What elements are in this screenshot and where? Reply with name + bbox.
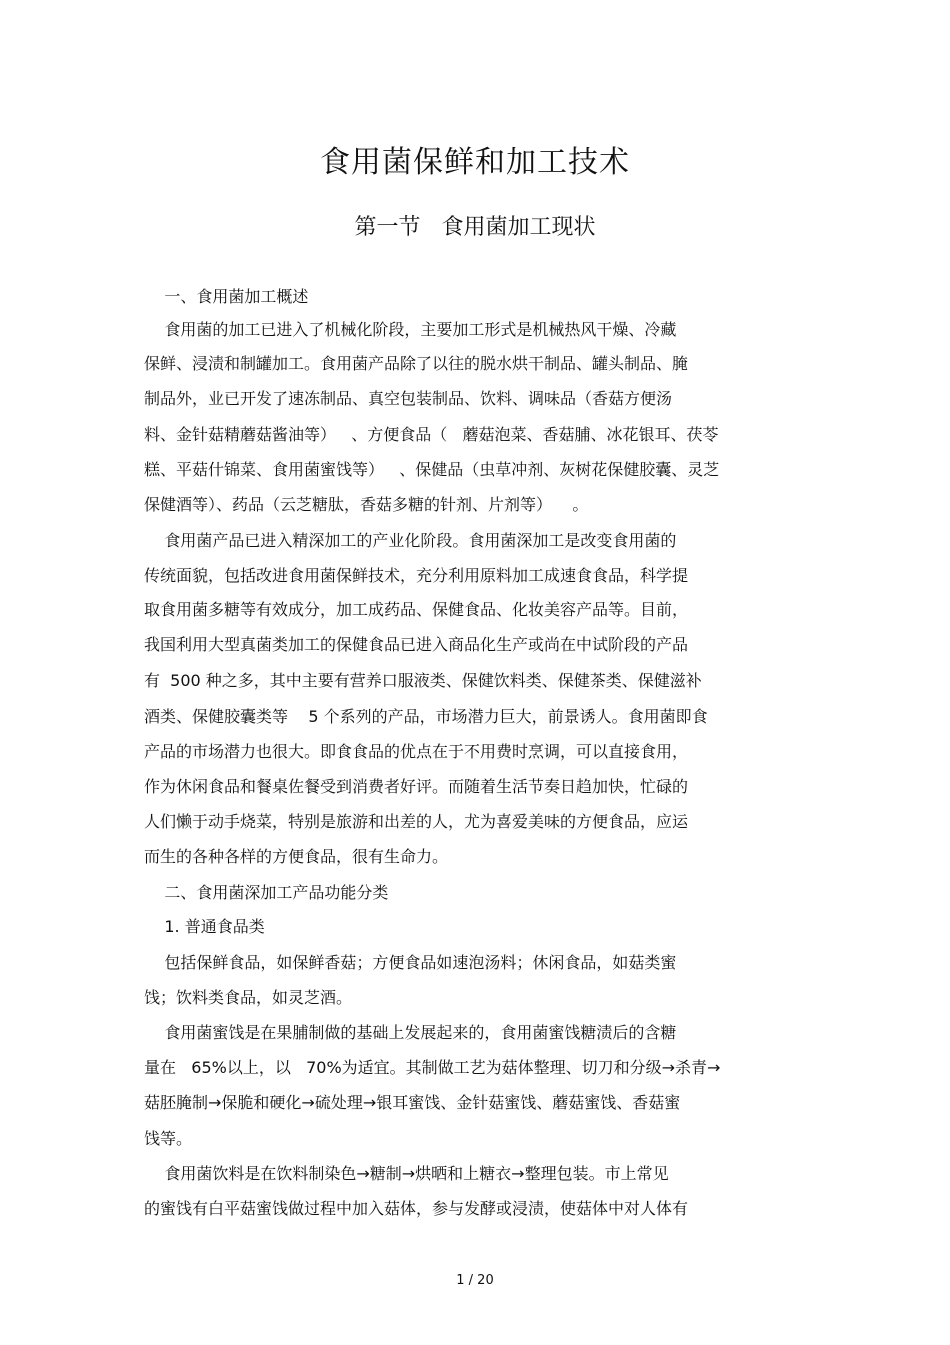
body-text-line: 作为休闲食品和餐桌佐餐受到消费者好评。而随着生活节奏日趋加快，忙碌的 (144, 777, 689, 796)
body-text-line: 传统面貌，包括改进食用菌保鲜技术，充分利用原料加工成速食食品，科学提 (144, 566, 689, 585)
body-text-line: 饯；饮料类食品，如灵芝酒。 (144, 988, 353, 1007)
body-text-line: 取食用菌多糖等有效成分，加工成药品、保健食品、化妆美容产品等。目前， (144, 600, 689, 619)
body-text-line: 糕、平菇什锦菜、食用菌蜜饯等） 、保健品（虫草冲剂、灰树花保健胶囊、灵芝 (144, 460, 720, 479)
body-text-line: 料、金针菇精蘑菇酱油等） 、方便食品（ 蘑菇泡菜、香菇脯、冰花银耳、茯苓 (144, 425, 719, 444)
body-text-line: 保鲜、浸渍和制罐加工。食用菌产品除了以往的脱水烘干制品、罐头制品、腌 (144, 354, 689, 373)
subsection-heading: 1. 普通食品类 (144, 917, 265, 936)
body-text-line: 食用菌蜜饯是在果脯制做的基础上发展起来的，食用菌蜜饯糖渍后的含糖 (144, 1023, 677, 1042)
body-text-line: 包括保鲜食品，如保鲜香菇；方便食品如速泡汤料；休闲食品，如菇类蜜 (144, 953, 677, 972)
body-text-line: 食用菌的加工已进入了机械化阶段，主要加工形式是机械热风干燥、冷藏 (144, 320, 677, 339)
body-text-line: 量在 65%以上，以 70%为适宜。其制做工艺为菇体整理、切刀和分级→杀青→ (144, 1058, 721, 1077)
body-text-line: 有 500 种之多，其中主要有营养口服液类、保健饮料类、保健茶类、保健滋补 (144, 671, 702, 690)
section-heading-classification: 二、食用菌深加工产品功能分类 (144, 883, 389, 902)
section-heading-overview: 一、食用菌加工概述 (144, 287, 309, 306)
body-text-line: 人们懒于动手烧菜，特别是旅游和出差的人，尤为喜爱美味的方便食品，应运 (144, 812, 689, 831)
body-text-line: 饯等。 (144, 1129, 193, 1148)
body-text-line: 酒类、保健胶囊类等 5 个系列的产品，市场潜力巨大，前景诱人。食用菌即食 (144, 707, 708, 726)
body-text-line: 保健酒等）、药品（云芝糖肽，香菇多糖的针剂、片剂等） 。 (144, 495, 589, 514)
body-text-line: 而生的各种各样的方便食品，很有生命力。 (144, 847, 449, 866)
section-heading: 第一节 食用菌加工现状 (354, 215, 596, 240)
body-text-line: 产品的市场潜力也很大。即食食品的优点在于不用费时烹调，可以直接食用， (144, 742, 689, 761)
body-text-line: 我国利用大型真菌类加工的保健食品已进入商品化生产或尚在中试阶段的产品 (144, 635, 689, 654)
body-text-line: 食用菌产品已进入精深加工的产业化阶段。食用菌深加工是改变食用菌的 (144, 531, 677, 550)
body-text-line: 菇胚腌制→保脆和硬化→硫处理→银耳蜜饯、金针菇蜜饯、蘑菇蜜饯、香菇蜜 (144, 1093, 681, 1112)
document-title: 食用菌保鲜和加工技术 (320, 145, 630, 180)
body-text-line: 的蜜饯有白平菇蜜饯做过程中加入菇体，参与发酵或浸渍，使菇体中对人体有 (144, 1199, 689, 1218)
body-text-line: 食用菌饮料是在饮料制染色→糖制→烘晒和上糖衣→整理包装。市上常见 (144, 1164, 669, 1183)
page-number: 1 / 20 (456, 1273, 494, 1288)
body-text-line: 制品外，业已开发了速冻制品、真空包装制品、饮料、调味品（香菇方便汤 (144, 389, 673, 408)
